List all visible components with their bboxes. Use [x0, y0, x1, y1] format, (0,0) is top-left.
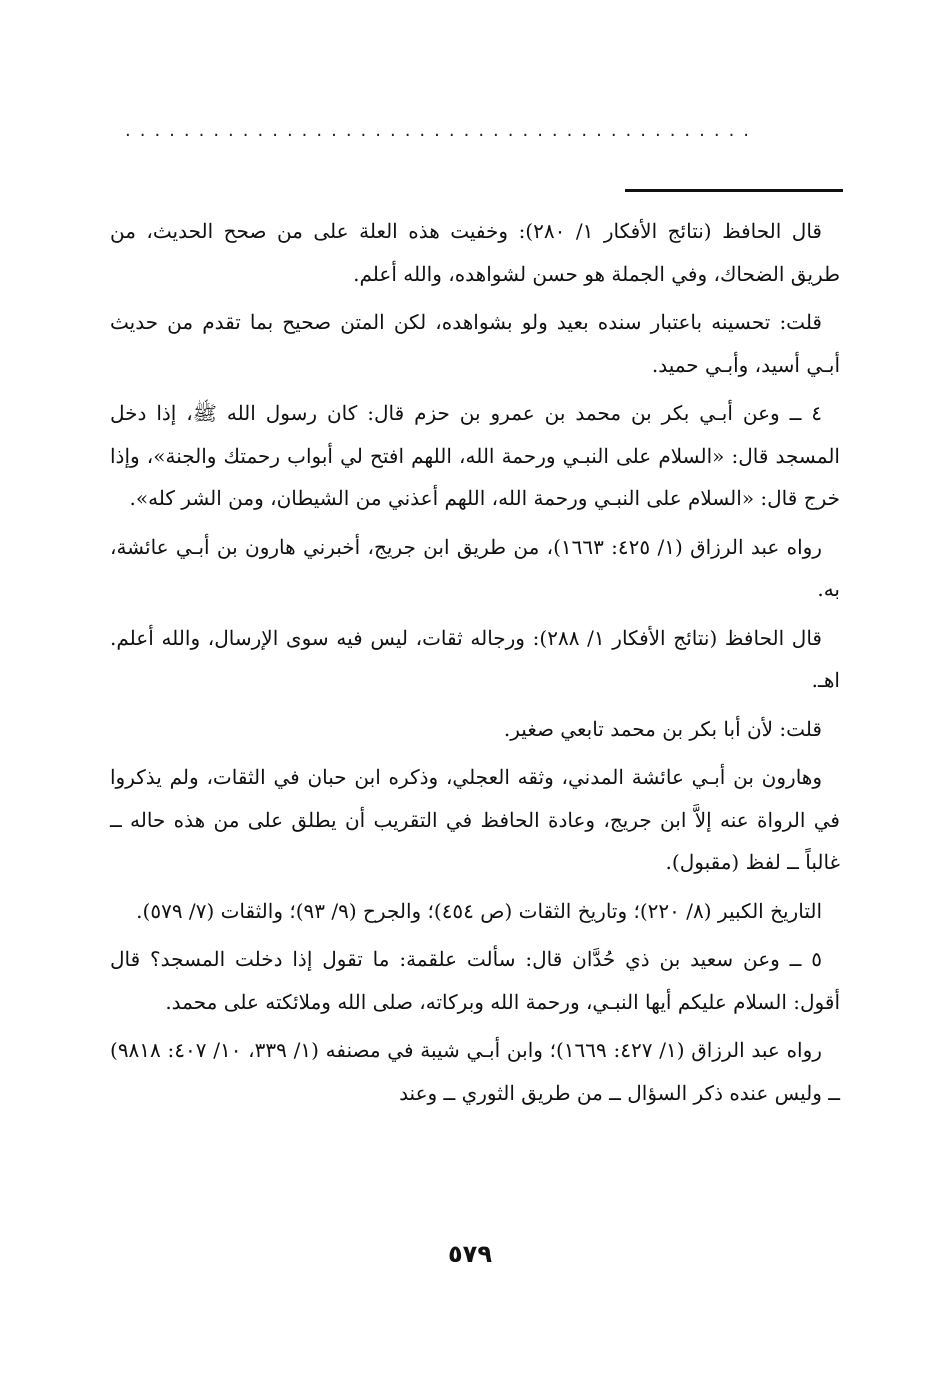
paragraph-3: ٤ ــ وعن أبـي بكر بن محمد بن عمرو بن حزم قال: كان رسول الله ﷺ، إذا دخل المسجد قال: «السلام على النبـي ورحمة الله، اللهم افتح لي أبواب رحمتك والجنة»، وإذا خرج قال: «السلام على النبـي ورحمة الله، اللهم أعذني من الشيطان، ومن الشر كله». [110, 401, 840, 510]
paragraph-10: رواه عبد الرزاق (١/ ٤٢٧: ١٦٦٩)؛ وابن أبـي شيبة في مصنفه (١/ ٣٣٩، ١٠/ ٤٠٧: ٩٨١٨) ــ وليس عنده ذكر السؤال ــ من طريق الثوري ــ وعند [110, 1038, 840, 1105]
paragraph-8: التاريخ الكبير (٨/ ٢٢٠)؛ وتاريخ الثقات (ص ٤٥٤)؛ والجرح (٩/ ٩٣)؛ والثقات (٧/ ٥٧٩). [136, 898, 822, 923]
paragraph-4: رواه عبد الرزاق (١/ ٤٢٥: ١٦٦٣)، من طريق ابن جريج، أخبرني هارون بن أبـي عائشة، به. [110, 534, 840, 601]
footnote-rule [625, 189, 843, 192]
paragraph-7: وهارون بن أبـي عائشة المدني، وثقه العجلي، وذكره ابن حبان في الثقات، ولم يذكروا في الرواة عنه إلاَّ ابن جريج، وعادة الحافظ في التقريب أن يطلق على من هذه حاله ــ غالباً ــ لفظ (مقبول). [110, 765, 840, 874]
paragraph-1: قال الحافظ (نتائج الأفكار ١/ ٢٨٠): وخفيت هذه العلة على من صحح الحديث، من طريق الضحاك، وفي الجملة هو حسن لشواهده، والله أعلم. [110, 219, 840, 286]
page-body [110, 210, 840, 1120]
paragraph-5: قال الحافظ (نتائج الأفكار ١/ ٢٨٨): ورجاله ثقات، ليس فيه سوى الإرسال، والله أعلم. اهـ. [110, 625, 840, 692]
paragraph-6: قلت: لأن أبا بكر بن محمد تابعي صغير. [503, 716, 822, 741]
paragraph-2: قلت: تحسينه باعتبار سنده بعيد ولو بشواهده، لكن المتن صحيح بما تقدم من حديث أبـي أسيد، وأبـي حميد. [110, 310, 840, 377]
page-number: ٥٧٩ [448, 1240, 492, 1268]
paragraph-9: ٥ ــ وعن سعيد بن ذي حُدَّان قال: سألت علقمة: ما تقول إذا دخلت المسجد؟ قال أقول: السلام عليكم أيها النبـي، ورحمة الله وبركاته، صلى الله وملائكته على محمد. [110, 947, 840, 1014]
ellipsis-separator: ........................................... [125, 120, 759, 141]
